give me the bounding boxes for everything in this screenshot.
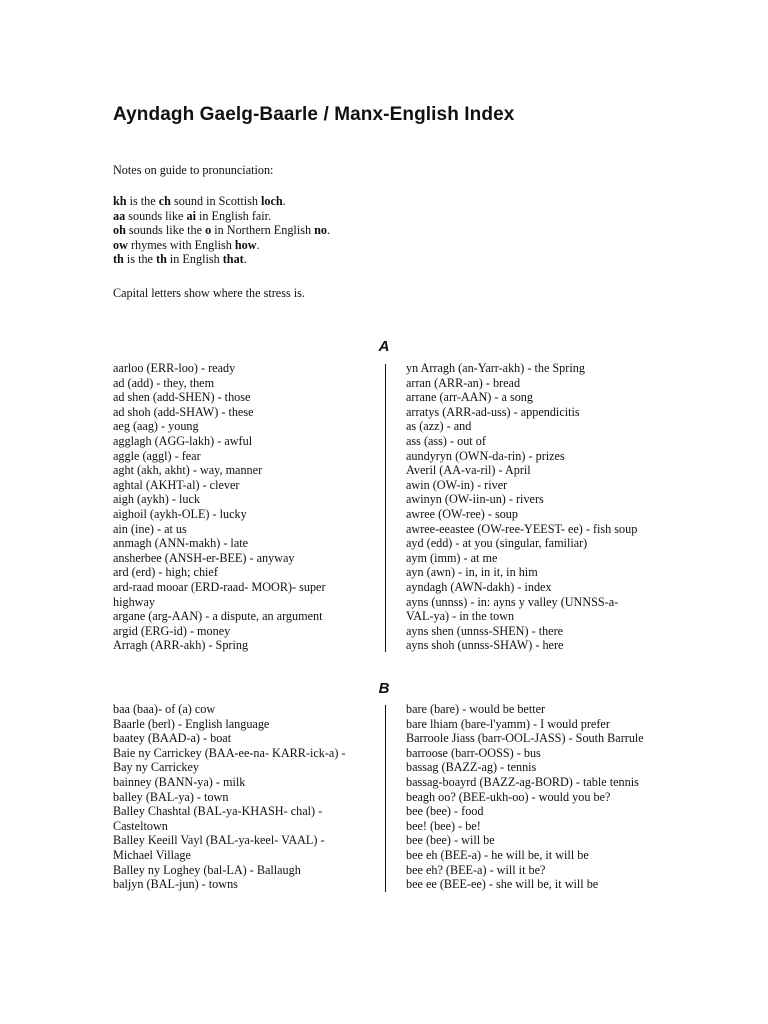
index-entry: balley (BAL-ya) - town [113, 789, 229, 804]
index-entry: bee eh (BEE-a) - he will be, it will be [406, 847, 589, 862]
index-entry: awree (OW-ree) - soup [406, 506, 518, 521]
index-entry: barroose (barr-OOSS) - bus [406, 745, 541, 760]
index-entry: ansherbee (ANSH-er-BEE) - anyway [113, 550, 295, 565]
index-entry: bare lhiam (bare-l'yamm) - I would prefer [406, 716, 610, 731]
section-b-left-column [113, 702, 368, 892]
index-entry: ad shen (add-SHEN) - those [113, 390, 251, 405]
index-entry: highway [113, 594, 155, 609]
index-entry: aeg (aag) - young [113, 419, 199, 434]
index-entry: ass (ass) - out of [406, 433, 486, 448]
index-entry: bee (bee) - will be [406, 833, 495, 848]
index-entry: ayns (unnss) - in: ayns y valley (UNNSS-a- [406, 594, 619, 609]
pronunciation-rule: aa sounds like ai in English fair. [113, 208, 272, 223]
index-entry: Bay ny Carrickey [113, 760, 199, 775]
index-entry: Balley Keeill Vayl (BAL-ya-keel- VAAL) - [113, 833, 325, 848]
pronunciation-rule: oh sounds like the o in Northern English no. [113, 223, 331, 238]
index-entry: aundyryn (OWN-da-rin) - prizes [406, 448, 565, 463]
index-entry: aght (akh, akht) - way, manner [113, 463, 263, 478]
index-entry: Averil (AA-va-ril) - April [406, 463, 531, 478]
index-entry: bare (bare) - would be better [406, 702, 546, 716]
index-entry: bainney (BANN-ya) - milk [113, 774, 246, 789]
index-entry: aarloo (ERR-loo) - ready [113, 361, 236, 375]
index-entry: VAL-ya) - in the town [406, 609, 515, 624]
index-entry: argane (arg-AAN) - a dispute, an argument [113, 609, 323, 624]
index-entry: ayns shen (unnss-SHEN) - there [406, 623, 564, 638]
section-b-divider [385, 705, 386, 892]
section-a-left-column [113, 361, 368, 653]
index-entry: bee! (bee) - be! [406, 818, 481, 833]
index-entry: awree-eeastee (OW-ree-YEEST- ee) - fish soup [406, 521, 638, 536]
section-letter-b: B [378, 680, 390, 697]
index-entry: bee (bee) - food [406, 804, 484, 819]
index-entry: Barroole Jiass (barr-OOL-JASS) - South Barrule [406, 731, 644, 746]
index-entry: arratys (ARR-ad-uss) - appendicitis [406, 404, 580, 419]
index-entry: Casteltown [113, 818, 168, 833]
section-a-divider [385, 364, 386, 652]
index-entry: ayd (edd) - at you (singular, familiar) [406, 536, 588, 551]
index-entry: Michael Village [113, 847, 191, 862]
index-entry: argid (ERG-id) - money [113, 623, 231, 638]
index-entry: ard (erd) - high; chief [113, 565, 218, 580]
pronunciation-rule: th is the th in English that. [113, 252, 247, 267]
pronunciation-rule: kh is the ch sound in Scottish loch. [113, 194, 286, 208]
index-entry: as (azz) - and [406, 419, 472, 434]
index-entry: arran (ARR-an) - bread [406, 375, 521, 390]
index-entry: anmagh (ANN-makh) - late [113, 536, 249, 551]
index-entry: ain (ine) - at us [113, 521, 187, 536]
index-entry: awinyn (OW-iin-un) - rivers [406, 492, 544, 507]
capitals-note: Capital letters show where the stress is. [113, 286, 305, 300]
index-entry: baljyn (BAL-jun) - towns [113, 877, 238, 892]
index-entry: Arragh (ARR-akh) - Spring [113, 638, 249, 653]
index-entry: bee ee (BEE-ee) - she will be, it will be [406, 877, 599, 892]
index-entry: ad (add) - they, them [113, 375, 215, 390]
index-entry: awin (OW-in) - river [406, 477, 508, 492]
index-entry: baatey (BAAD-a) - boat [113, 731, 232, 746]
index-entry: beagh oo? (BEE-ukh-oo) - would you be? [406, 789, 611, 804]
pronunciation-rules [113, 194, 330, 267]
index-entry: Baie ny Carrickey (BAA-ee-na- KARR-ick-a) - [113, 745, 346, 760]
index-entry: Balley Chashtal (BAL-ya-KHASH- chal) - [113, 804, 323, 819]
index-entry: aghtal (AKHT-al) - clever [113, 477, 240, 492]
index-entry: agglagh (AGG-lakh) - awful [113, 433, 253, 448]
index-entry: bassag (BAZZ-ag) - tennis [406, 760, 537, 775]
index-entry: bee eh? (BEE-a) - will it be? [406, 862, 546, 877]
notes-heading: Notes on guide to pronunciation: [113, 163, 274, 177]
index-entry: aym (imm) - at me [406, 550, 498, 565]
index-entry: aigh (aykh) - luck [113, 492, 200, 507]
section-a-right-column [406, 361, 666, 653]
index-entry: ayns shoh (unnss-SHAW) - here [406, 638, 564, 653]
index-entry: bassag-boayrd (BAZZ-ag-BORD) - table tennis [406, 774, 639, 789]
index-entry: Baarle (berl) - English language [113, 716, 270, 731]
index-entry: baa (baa)- of (a) cow [113, 702, 216, 716]
page-title: Ayndagh Gaelg-Baarle / Manx-English Index [113, 104, 515, 125]
index-entry: ard-raad mooar (ERD-raad- MOOR)- super [113, 579, 326, 594]
section-letter-a: A [378, 338, 390, 355]
index-entry: arrane (arr-AAN) - a song [406, 390, 533, 405]
index-entry: Balley ny Loghey (bal-LA) - Ballaugh [113, 862, 301, 877]
index-entry: aggle (aggl) - fear [113, 448, 201, 463]
index-entry: aighoil (aykh-OLE) - lucky [113, 506, 247, 521]
index-entry: ayn (awn) - in, in it, in him [406, 565, 538, 580]
index-entry: ad shoh (add-SHAW) - these [113, 404, 254, 419]
pronunciation-rule: ow rhymes with English how. [113, 237, 260, 252]
section-b-right-column [406, 702, 666, 892]
index-entry: yn Arragh (an-Yarr-akh) - the Spring [406, 361, 585, 375]
index-entry: ayndagh (AWN-dakh) - index [406, 579, 552, 594]
